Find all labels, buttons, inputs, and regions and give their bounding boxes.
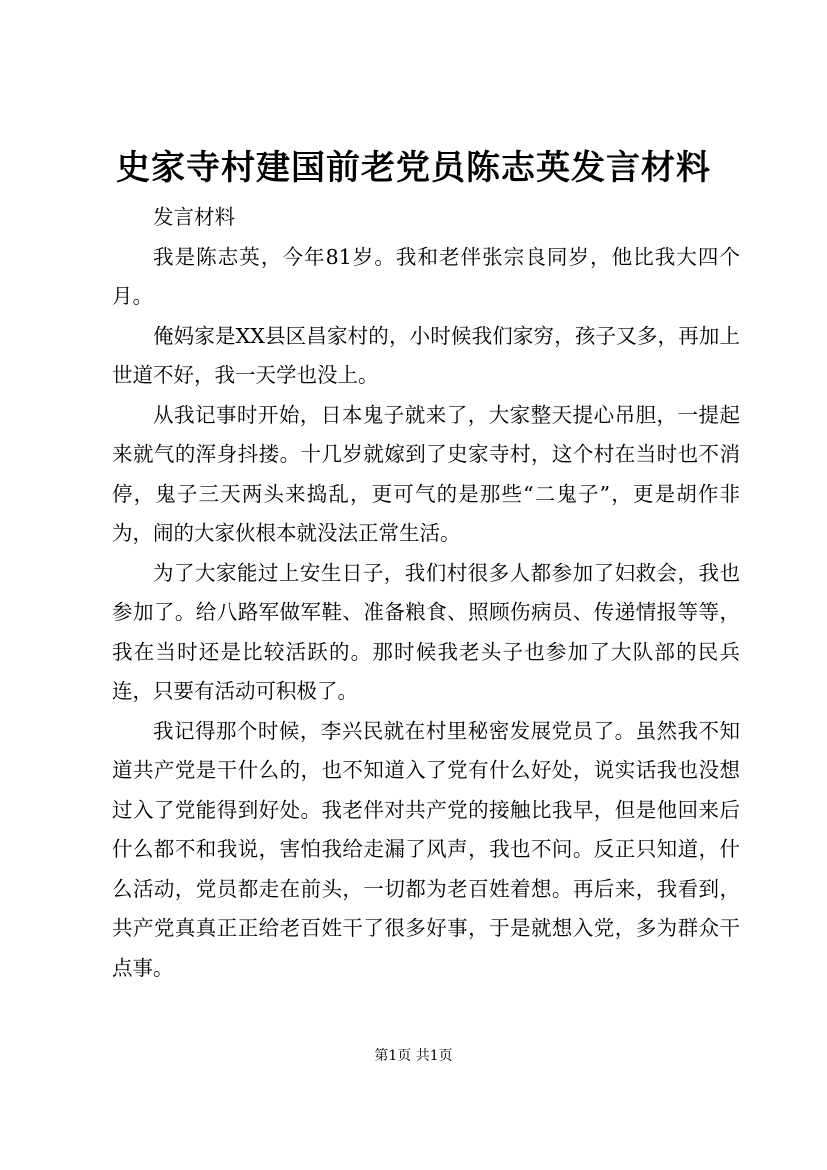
paragraph: 从我记事时开始，日本鬼子就来了，大家整天提心吊胆，一提起来就气的浑身抖搂。十几岁就嫁到了史家寺村，这个村在当时也不消停，鬼子三天两头来捣乱，更可气的是那些“二鬼子”，更是胡作非为，闹的大家伙根本就没法正常生活。 — [112, 402, 740, 545]
document-title: 史家寺村建国前老党员陈志英发言材料 — [116, 148, 711, 188]
document-body — [112, 198, 740, 988]
paragraph: 俺妈家是XX县区昌家村的，小时候我们家穷，孩子又多，再加上世道不好，我一天学也没上。 — [112, 323, 740, 387]
paragraph-subtitle: 发言材料 — [153, 205, 235, 229]
page-footer: 第1页 共1页 — [374, 1048, 453, 1064]
paragraph: 我是陈志英，今年81岁。我和老伴张宗良同岁，他比我大四个月。 — [112, 244, 740, 308]
paragraph: 我记得那个时候，李兴民就在村里秘密发展党员了。虽然我不知道共产党是干什么的，也不知道入了党有什么好处，说实话我也没想过入了党能得到好处。我老伴对共产党的接触比我早，但是他回来后什么都不和我说，害怕我给走漏了风声，我也不问。反正只知道，什么活动，党员都走在前头，一切都为老百姓着想。再后来，我看到，共产党真真正正给老百姓干了很多好事，于是就想入党，多为群众干点事。 — [112, 718, 740, 980]
paragraph: 为了大家能过上安生日子，我们村很多人都参加了妇救会，我也参加了。给八路军做军鞋、准备粮食、照顾伤病员、传递情报等等，我在当时还是比较活跃的。那时候我老头子也参加了大队部的民兵连，只要有活动可积极了。 — [112, 560, 740, 703]
